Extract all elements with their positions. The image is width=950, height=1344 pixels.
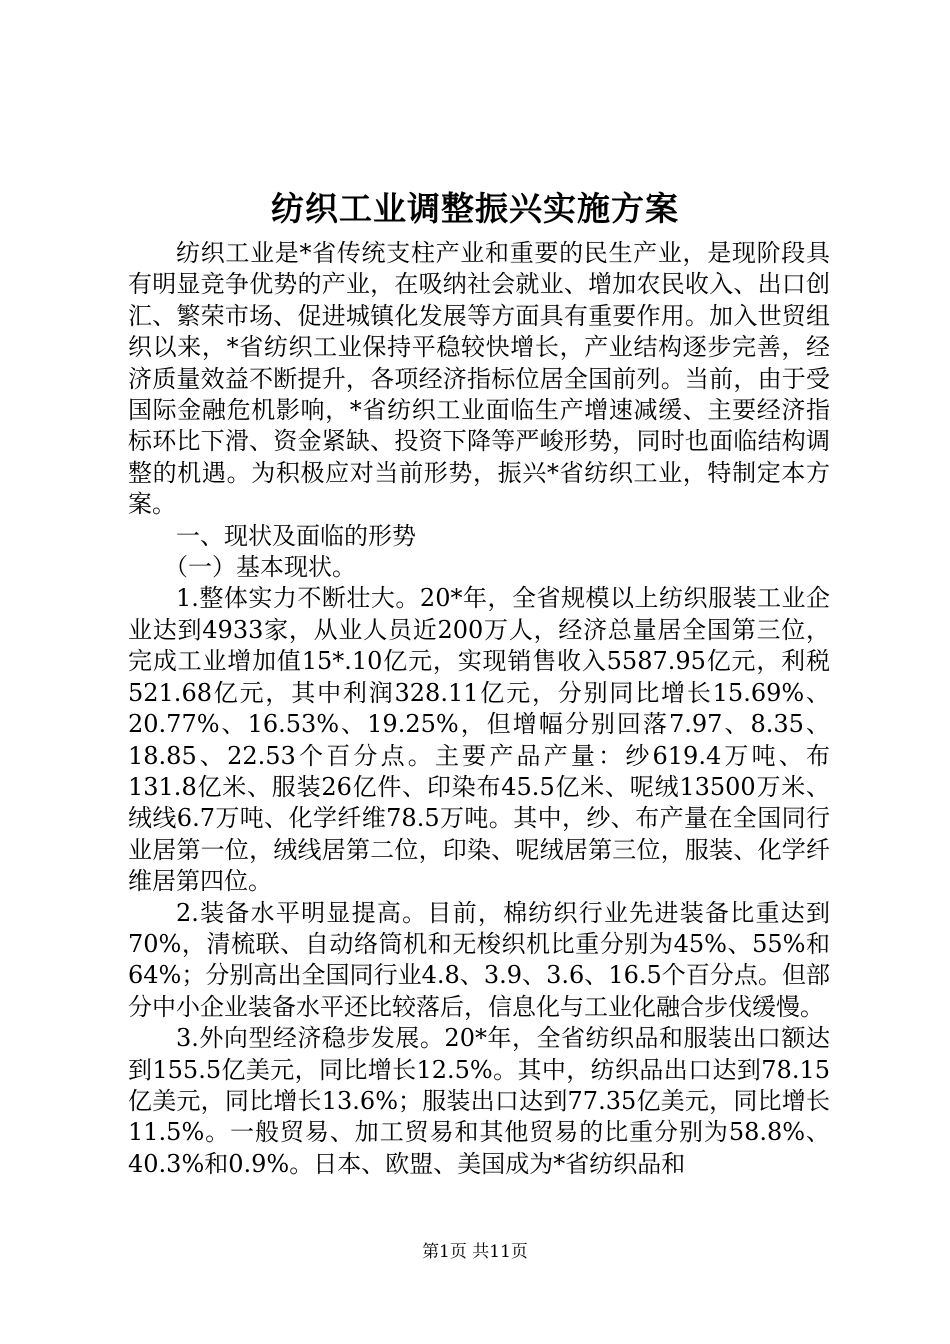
document-title: 纺织工业调整振兴实施方案 xyxy=(271,189,679,228)
subsection-heading: （一）基本现状。 xyxy=(164,553,356,582)
document-body xyxy=(128,238,830,1180)
section-heading: 一、现状及面临的形势 xyxy=(176,521,416,550)
paragraph-export-economy: 3.外向型经济稳步发展。20*年，全省纺织品和服装出口额达到155.5亿美元，同比增长12.5%。其中，纺织品出口达到78.15亿美元，同比增长13.6%；服装出口达到77.35亿美元，同比增长11.5%。一般贸易、加工贸易和其他贸易的比重分别为58.8%、40.3%和0.9%。日本、欧盟、美国成为*省纺织品和 xyxy=(128,1024,830,1178)
intro-paragraph: 纺织工业是*省传统支柱产业和重要的民生产业，是现阶段具有明显竞争优势的产业，在吸纳社会就业、增加农民收入、出口创汇、繁荣市场、促进城镇化发展等方面具有重要作用。加入世贸组织以来，*省纺织工业保持平稳较快增长，产业结构逐步完善，经济质量效益不断提升，各项经济指标位居全国前列。当前，由于受国际金融危机影响，*省纺织工业面临生产增速减缓、主要经济指标环比下滑、资金紧缺、投资下降等严峻形势，同时也面临结构调整的机遇。为积极应对当前形势，振兴*省纺织工业，特制定本方案。 xyxy=(128,239,830,519)
paragraph-overall-strength: 1.整体实力不断壮大。20*年，全省规模以上纺织服装工业企业达到4933家，从业人员近200万人，经济总量居全国第三位，完成工业增加值15*.10亿元，实现销售收入5587.95亿元，利税521.68亿元，其中利润328.11亿元，分别同比增长15.69%、20.77%、16.53%、19.25%，但增幅分别回落7.97、8.35、18.85、22.53个百分点。主要产品产量：纱619.4万吨、布131.8亿米、服装26亿件、印染布45.5亿米、呢绒13500万米、绒线6.7万吨、化学纤维78.5万吨。其中，纱、布产量在全国同行业居第一位，绒线居第二位，印染、呢绒居第三位，服装、化学纤维居第四位。 xyxy=(128,584,830,896)
paragraph-equipment-level: 2.装备水平明显提高。目前，棉纺织行业先进装备比重达到70%，清梳联、自动络筒机和无梭织机比重分别为45%、55%和64%；分别高出全国同行业4.8、3.9、3.6、16.5个百分点。但部分中小企业装备水平还比较落后，信息化与工业化融合步伐缓慢。 xyxy=(128,898,830,1021)
page-number: 第1页 共11页 xyxy=(422,1242,528,1262)
